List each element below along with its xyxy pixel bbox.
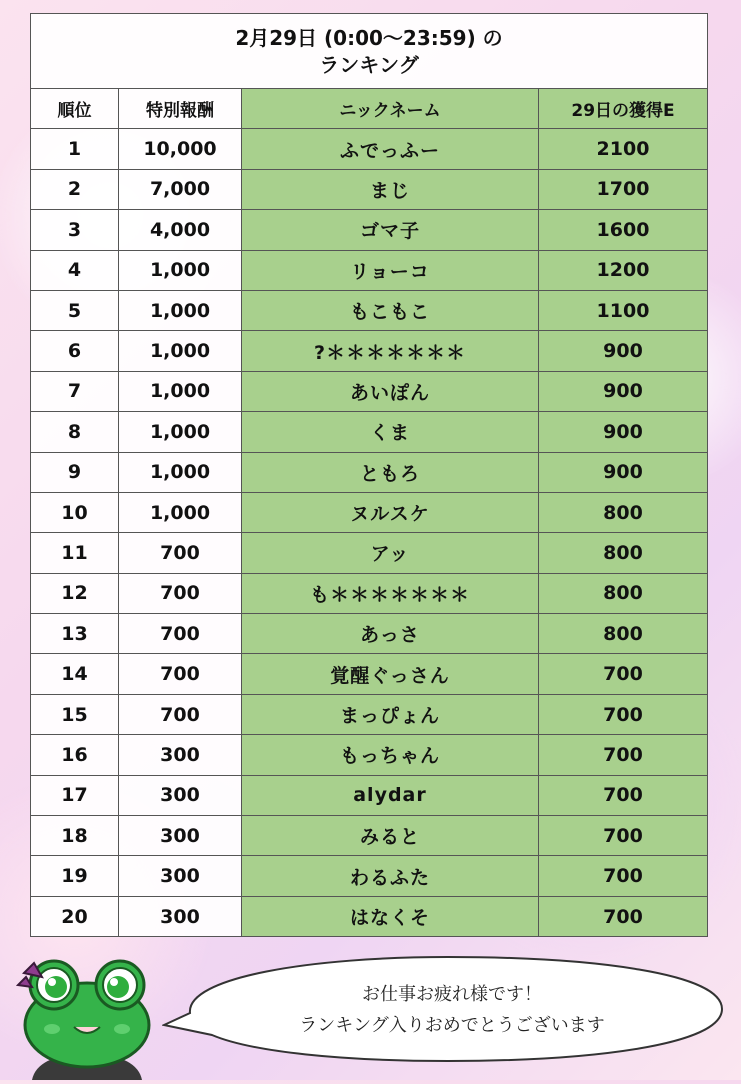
reward-cell: 7,000 [119, 169, 242, 209]
reward-cell: 700 [119, 573, 242, 613]
nickname-cell: alydar [242, 775, 539, 815]
table-row [31, 735, 708, 775]
header-nickname: ニックネーム [242, 89, 539, 129]
table-row [31, 452, 708, 492]
rank-cell: 2 [31, 169, 119, 209]
points-cell: 700 [539, 694, 708, 734]
reward-cell: 300 [119, 896, 242, 936]
table-row [31, 816, 708, 856]
nickname-cell: あいぽん [242, 371, 539, 411]
reward-cell: 700 [119, 654, 242, 694]
points-cell: 800 [539, 533, 708, 573]
table-row [31, 169, 708, 209]
table-row [31, 694, 708, 734]
points-cell: 900 [539, 452, 708, 492]
rank-cell: 20 [31, 896, 119, 936]
ranking-title [31, 14, 708, 89]
table-row [31, 290, 708, 330]
nickname-cell: ともろ [242, 452, 539, 492]
points-cell: 800 [539, 492, 708, 532]
message-line-1: お仕事お疲れ様です！ [362, 984, 542, 1005]
nickname-cell: まじ [242, 169, 539, 209]
table-row [31, 331, 708, 371]
points-cell: 900 [539, 371, 708, 411]
reward-cell: 700 [119, 533, 242, 573]
rank-cell: 19 [31, 856, 119, 896]
points-cell: 1200 [539, 250, 708, 290]
header-row [31, 89, 708, 129]
rank-cell: 8 [31, 412, 119, 452]
header-points: 29日の獲得E [539, 89, 708, 129]
points-cell: 800 [539, 614, 708, 654]
message-line-2: ランキング入りおめでとうございます [299, 1015, 605, 1036]
ranking-table [30, 13, 708, 937]
table-row [31, 210, 708, 250]
points-cell: 700 [539, 896, 708, 936]
rank-cell: 12 [31, 573, 119, 613]
table-row [31, 371, 708, 411]
points-cell: 700 [539, 856, 708, 896]
points-cell: 900 [539, 412, 708, 452]
points-cell: 700 [539, 735, 708, 775]
speech-bubble [162, 953, 735, 1065]
points-cell: 1600 [539, 210, 708, 250]
points-cell: 900 [539, 331, 708, 371]
nickname-cell: 覚醒ぐっさん [242, 654, 539, 694]
table-row [31, 654, 708, 694]
points-cell: 700 [539, 816, 708, 856]
table-row [31, 129, 708, 169]
nickname-cell: まっぴょん [242, 694, 539, 734]
header-rank: 順位 [31, 89, 119, 129]
reward-cell: 10,000 [119, 129, 242, 169]
nickname-cell: ゴマ子 [242, 210, 539, 250]
nickname-cell: くま [242, 412, 539, 452]
nickname-cell: も＊＊＊＊＊＊＊ [242, 573, 539, 613]
table-row [31, 412, 708, 452]
table-row [31, 775, 708, 815]
rank-cell: 14 [31, 654, 119, 694]
rank-cell: 9 [31, 452, 119, 492]
rank-cell: 15 [31, 694, 119, 734]
reward-cell: 1,000 [119, 412, 242, 452]
reward-cell: 1,000 [119, 452, 242, 492]
rank-cell: 7 [31, 371, 119, 411]
points-cell: 1700 [539, 169, 708, 209]
rank-cell: 10 [31, 492, 119, 532]
points-cell: 700 [539, 775, 708, 815]
nickname-cell: ヌルスケ [242, 492, 539, 532]
reward-cell: 1,000 [119, 492, 242, 532]
reward-cell: 1,000 [119, 331, 242, 371]
rank-cell: 3 [31, 210, 119, 250]
points-cell: 2100 [539, 129, 708, 169]
reward-cell: 300 [119, 816, 242, 856]
nickname-cell: もこもこ [242, 290, 539, 330]
points-cell: 800 [539, 573, 708, 613]
table-row [31, 614, 708, 654]
reward-cell: 300 [119, 856, 242, 896]
reward-cell: 300 [119, 775, 242, 815]
table-row [31, 856, 708, 896]
rank-cell: 5 [31, 290, 119, 330]
rank-cell: 1 [31, 129, 119, 169]
rank-cell: 6 [31, 331, 119, 371]
points-cell: 1100 [539, 290, 708, 330]
rank-cell: 4 [31, 250, 119, 290]
title-row [31, 14, 708, 89]
reward-cell: 300 [119, 735, 242, 775]
reward-cell: 1,000 [119, 290, 242, 330]
rank-cell: 13 [31, 614, 119, 654]
rank-cell: 18 [31, 816, 119, 856]
table-row [31, 573, 708, 613]
title-line-1: 2月29日 (0:00〜23:59) の [235, 26, 503, 50]
nickname-cell: みると [242, 816, 539, 856]
reward-cell: 4,000 [119, 210, 242, 250]
rank-cell: 16 [31, 735, 119, 775]
nickname-cell: リョーコ [242, 250, 539, 290]
title-line-2: ランキング [319, 53, 419, 77]
table-row [31, 250, 708, 290]
table-row [31, 533, 708, 573]
reward-cell: 700 [119, 614, 242, 654]
nickname-cell: わるふた [242, 856, 539, 896]
header-reward: 特別報酬 [119, 89, 242, 129]
reward-cell: 700 [119, 694, 242, 734]
table-row [31, 896, 708, 936]
nickname-cell: ?＊＊＊＊＊＊＊ [242, 331, 539, 371]
rank-cell: 17 [31, 775, 119, 815]
nickname-cell: はなくそ [242, 896, 539, 936]
rank-cell: 11 [31, 533, 119, 573]
points-cell: 700 [539, 654, 708, 694]
nickname-cell: あっさ [242, 614, 539, 654]
reward-cell: 1,000 [119, 250, 242, 290]
table-row [31, 492, 708, 532]
nickname-cell: ふでっふー [242, 129, 539, 169]
ranking-rows [31, 129, 708, 937]
nickname-cell: もっちゃん [242, 735, 539, 775]
reward-cell: 1,000 [119, 371, 242, 411]
frog-mascot-icon [12, 955, 162, 1084]
nickname-cell: アッ [242, 533, 539, 573]
